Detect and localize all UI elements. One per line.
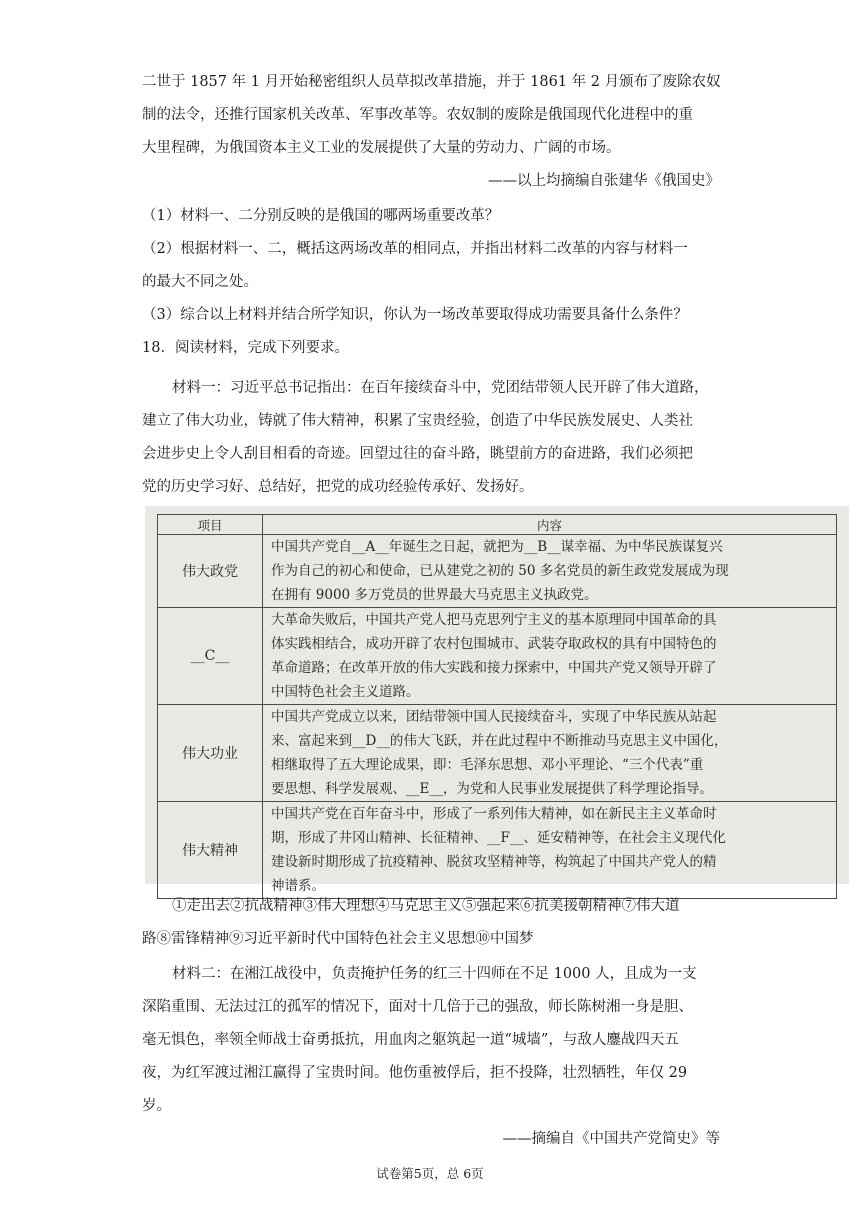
options-list [142, 890, 720, 956]
table-row [158, 535, 837, 608]
top-paragraph [142, 66, 720, 198]
content-line: 革命道路；在改革开放的伟大实践和接力探索中，中国共产党又领导开辟了 [271, 660, 717, 676]
text-line: 大里程碑，为俄国资本主义工业的发展提供了大量的劳动力、广阔的市场。 [142, 140, 621, 156]
text-line: 党的历史学习好、总结好，把党的成功经验传承好、发扬好。 [142, 479, 534, 495]
options-line: ①走出去②抗战精神③伟大理想④马克思主义⑤强起来⑥抗美援朝精神⑦伟大道 [172, 898, 680, 914]
question-part-2-cont: 的最大不同之处。 [142, 274, 258, 290]
header-content: 内容 [263, 515, 837, 535]
source-citation: ——摘编自《中国共产党简史》等 [502, 1131, 720, 1147]
row-content [263, 535, 837, 608]
row-content [263, 608, 837, 705]
content-table [157, 514, 837, 899]
content-line: 建设新时期形成了抗疫精神、脱贫攻坚精神等，构筑起了中国共产党人的精 [271, 854, 717, 870]
table-row [158, 802, 837, 899]
text-line: 材料一：习近平总书记指出：在百年接续奋斗中，党团结带领人民开辟了伟大道路， [172, 380, 709, 396]
header-item: 项目 [158, 515, 263, 535]
row-content [263, 802, 837, 899]
content-line: 大革命失败后，中国共产党人把马克思列宁主义的基本原理同中国革命的具 [271, 612, 717, 628]
row-item: 伟大功业 [158, 705, 263, 802]
content-line: 中国共产党在百年奋斗中，形成了一系列伟大精神，如在新民主主义革命时 [271, 806, 717, 822]
content-line: 中国共产党自__A__年诞生之日起，就把为__B__谋幸福、为中华民族谋复兴 [271, 539, 723, 555]
content-line: 要思想、科学发展观、__E__，为党和人民事业发展提供了科学理论指导。 [271, 781, 713, 797]
text-line: 材料二：在湘江战役中，负责掩护任务的红三十四师在不足 1000 人，且成为一支 [172, 966, 697, 982]
content-line: 作为自己的初心和使命，已从建党之初的 50 多名党员的新生政党发展成为现 [271, 563, 729, 579]
text-line: 毫无惧色，率领全师战士奋勇抵抗，用血肉之躯筑起一道“城墙”，与敌人鏖战四天五 [142, 1032, 679, 1048]
text-line: 夜，为红军渡过湘江赢得了宝贵时间。他伤重被俘后，拒不投降，壮烈牺牲，年仅 29 [142, 1065, 688, 1081]
text-line: 制的法令，还推行国家机关改革、军事改革等。农奴制的废除是俄国现代化进程中的重 [142, 107, 693, 123]
content-line: 在拥有 9000 多万党员的世界最大马克思主义执政党。 [271, 587, 598, 603]
content-line: 来、富起来到__D__的伟大飞跃，并在此过程中不断推动马克思主义中国化， [271, 733, 728, 749]
row-item: 伟大政党 [158, 535, 263, 608]
text-line: 深陷重围、无法过江的孤军的情况下，面对十几倍于己的强敌，师长陈树湘一身是胆、 [142, 999, 693, 1015]
material-one [142, 372, 720, 504]
source-citation: ——以上均摘编自张建华《俄国史》 [488, 173, 720, 189]
page-footer: 试卷第5页，总 6页 [376, 1166, 484, 1181]
question-18-title: 18．阅读材料，完成下列要求。 [142, 340, 349, 356]
content-line: 相继取得了五大理论成果，即：毛泽东思想、邓小平理论、“三个代表”重 [271, 757, 704, 773]
question-17-parts [142, 200, 722, 365]
question-part-1: （1）材料一、二分别反映的是俄国的哪两场重要改革？ [142, 208, 500, 224]
options-line: 路⑧雷锋精神⑨习近平新时代中国特色社会主义思想⑩中国梦 [142, 931, 534, 947]
question-part-2: （2）根据材料一、二，概括这两场改革的相同点，并指出材料二改革的内容与材料一 [142, 241, 688, 257]
table-photo [145, 506, 849, 894]
table-row [158, 705, 837, 802]
question-part-3: （3）综合以上材料并结合所学知识，你认为一场改革要取得成功需要具备什么条件？ [142, 307, 688, 323]
text-line: 会进步史上令人刮目相看的奇迹。回望过往的奋斗路，眺望前方的奋进路，我们必须把 [142, 446, 693, 462]
text-line: 二世于 1857 年 1 月开始秘密组织人员草拟改革措施，并于 1861 年 2 月颁布了废除农奴 [142, 74, 721, 90]
row-content [263, 705, 837, 802]
content-line: 体实践相结合，成功开辟了农村包围城市、武装夺取政权的具有中国特色的 [271, 636, 717, 652]
content-line: 中国特色社会主义道路。 [271, 684, 420, 700]
table-row [158, 608, 837, 705]
row-item: 伟大精神 [158, 802, 263, 899]
material-two [142, 958, 720, 1156]
content-line: 期，形成了井冈山精神、长征精神、__F__、延安精神等，在社会主义现代化 [271, 830, 726, 846]
content-line: 神谱系。 [271, 878, 325, 894]
text-line: 岁。 [142, 1098, 171, 1114]
content-line: 中国共产党成立以来，团结带领中国人民接续奋斗，实现了中华民族从站起 [271, 709, 717, 725]
row-item: __C__ [158, 608, 263, 705]
text-line: 建立了伟大功业，铸就了伟大精神，积累了宝贵经验，创造了中华民族发展史、人类社 [142, 413, 693, 429]
